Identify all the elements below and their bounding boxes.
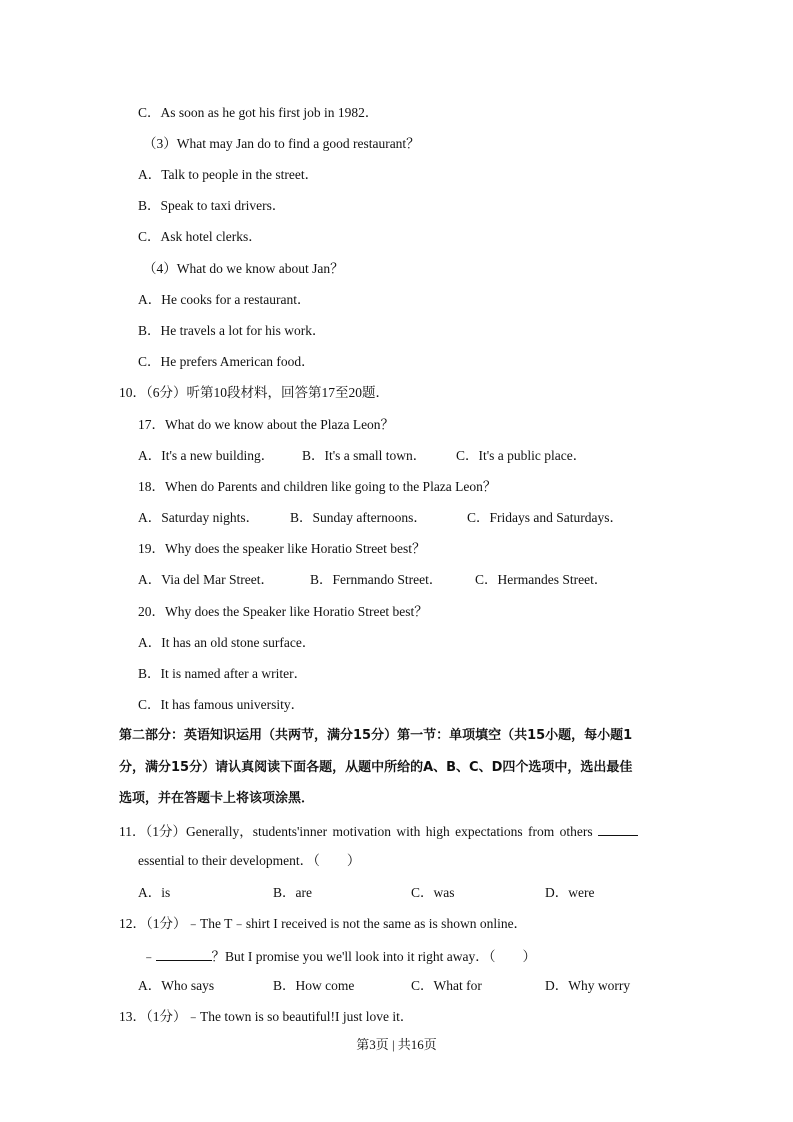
option-b-q18: B．Sunday afternoons． — [290, 510, 427, 525]
question-18: 18．When do Parents and children like going to the Plaza Leon？ — [138, 479, 497, 494]
option-d-q12: D．Why worry — [545, 978, 631, 993]
question-11-continued: essential to their development．（ ） — [138, 853, 361, 868]
question-10-header: 10．（6分）听第10段材料，回答第17至20题． — [119, 385, 389, 400]
section-2-instructions-line1: 第二部分：英语知识运用（共两节，满分15分）第一节：单项填空（共15小题，每小题1 — [119, 728, 633, 743]
question-12-continued — [142, 946, 536, 966]
option-a-q20: A．It has an old stone surface． — [138, 635, 316, 650]
option-b-q11: B．are — [273, 885, 312, 900]
option-c-q19: C．Hermandes Street． — [475, 572, 608, 587]
option-b-q4: B．He travels a lot for his work． — [138, 323, 326, 338]
question-20: 20．Why does the Speaker like Horatio Street best？ — [138, 604, 428, 619]
option-c-q12: C．What for — [411, 978, 482, 993]
option-c-q11: C．was — [411, 885, 455, 900]
question-19: 19．Why does the speaker like Horatio Street best？ — [138, 541, 426, 556]
option-b-q17: B．It's a small town． — [302, 448, 427, 463]
option-c-q20: C．It has famous university． — [138, 697, 305, 712]
option-a-q18: A．Saturday nights． — [138, 510, 260, 525]
option-b-q3: B．Speak to taxi drivers． — [138, 198, 286, 213]
question-13: 13．（1分）﹣The town is so beautiful!I just love it． — [119, 1009, 414, 1024]
question-11-text: 11．（1分）Generally，students'inner motivation with high expectations from others — [119, 824, 593, 839]
page-footer: 第3页 | 共16页 — [356, 1037, 437, 1052]
answer-blank — [598, 821, 638, 836]
question-12-reply: ？But I promise you we'll look into it right away．（ ） — [211, 949, 537, 964]
option-a-q17: A．It's a new building． — [138, 448, 275, 463]
option-b-q12: B．How come — [273, 978, 355, 993]
option-c-q18: C．Fridays and Saturdays． — [467, 510, 623, 525]
question-4: （4）What do we know about Jan？ — [143, 261, 344, 276]
option-c-q17: C．It's a public place． — [456, 448, 587, 463]
option-c-q4: C．He prefers American food． — [138, 354, 315, 369]
question-11 — [119, 821, 638, 841]
option-b-q19: B．Fernmando Street． — [310, 572, 443, 587]
option-c-q3: C．Ask hotel clerks． — [138, 229, 262, 244]
section-2-instructions-line2: 分，满分15分）请认真阅读下面各题，从题中所给的A、B、C、D四个选项中，选出最佳 — [119, 760, 633, 775]
option-a-q11: A．is — [138, 885, 171, 900]
option-a-q4: A．He cooks for a restaurant． — [138, 292, 311, 307]
question-3: （3）What may Jan do to find a good restaurant？ — [143, 136, 420, 151]
question-17: 17．What do we know about the Plaza Leon？ — [138, 417, 395, 432]
option-a-q12: A．Who says — [138, 978, 215, 993]
option-d-q11: D．were — [545, 885, 595, 900]
dash: ﹣ — [142, 949, 156, 964]
section-2-instructions-line3: 选项，并在答题卡上将该项涂黑． — [119, 791, 315, 806]
answer-blank — [156, 946, 212, 961]
question-12: 12．（1分）﹣The T﹣shirt I received is not the same as is shown online． — [119, 916, 528, 931]
option-a-q19: A．Via del Mar Street． — [138, 572, 275, 587]
option-a-q3: A．Talk to people in the street． — [138, 167, 319, 182]
option-c-q2: C．As soon as he got his first job in 1982． — [138, 105, 379, 120]
option-b-q20: B．It is named after a writer． — [138, 666, 308, 681]
